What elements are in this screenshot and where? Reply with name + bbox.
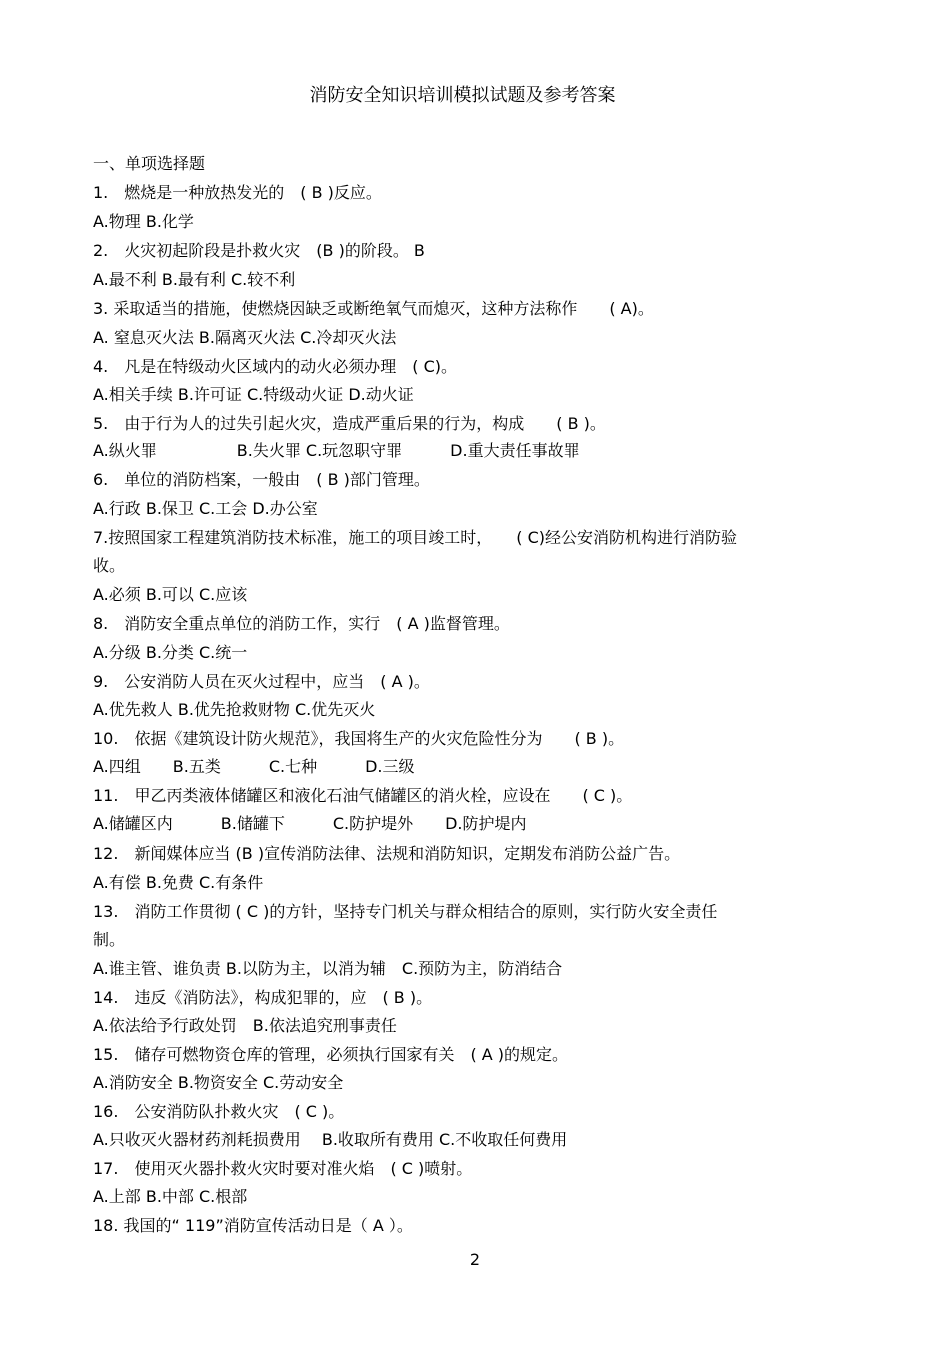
question-6: 6. 单位的消防档案，一般由 ( B )部门管理。	[93, 470, 430, 489]
options-5: A.纵火罪 B.失火罪 C.玩忽职守罪 D.重大责任事故罪	[93, 441, 580, 460]
question-2: 2. 火灾初起阶段是扑救火灾 (B )的阶段。 B	[93, 241, 425, 260]
question-13: 13. 消防工作贯彻 ( C )的方针，坚持专门机关与群众相结合的原则，实行防火安全责任	[93, 902, 718, 921]
question-4: 4. 凡是在特级动火区域内的动火必须办理 ( C)。	[93, 357, 458, 376]
question-7: 7.按照国家工程建筑消防技术标准，施工的项目竣工时， ( C)经公安消防机构进行消防验	[93, 528, 738, 547]
options-16: A.只收灭火器材药剂耗损费用 B.收取所有费用 C.不收取任何费用	[93, 1130, 568, 1149]
options-3: A. 窒息灭火法 B.隔离灭火法 C.冷却灭火法	[93, 328, 397, 347]
question-1: 1. 燃烧是一种放热发光的 ( B )反应。	[93, 183, 382, 202]
question-3: 3. 采取适当的措施，使燃烧因缺乏或断绝氧气而熄灭，这种方法称作 ( A)。	[93, 299, 654, 318]
section-heading: 一、单项选择题	[93, 154, 206, 173]
question-11: 11. 甲乙丙类液体储罐区和液化石油气储罐区的消火栓，应设在 ( C )。	[93, 786, 633, 805]
question-18: 18. 我国的“ 119”消防宣传活动日是（ A ）。	[93, 1216, 413, 1235]
document-title: 消防安全知识培训模拟试题及参考答案	[309, 85, 616, 106]
question-17: 17. 使用灭火器扑救火灾时要对准火焰 ( C )喷射。	[93, 1159, 473, 1178]
options-8: A.分级 B.分类 C.统一	[93, 643, 248, 662]
question-9: 9. 公安消防人员在灭火过程中，应当 ( A )。	[93, 672, 430, 691]
question-13-cont: 制。	[93, 930, 126, 949]
options-1: A.物理 B.化学	[93, 212, 194, 231]
page-number: 2	[469, 1250, 481, 1269]
question-10: 10. 依据《建筑设计防火规范》，我国将生产的火灾危险性分为 ( B )。	[93, 729, 625, 748]
question-8: 8. 消防安全重点单位的消防工作，实行 ( A )监督管理。	[93, 614, 510, 633]
options-12: A.有偿 B.免费 C.有条件	[93, 873, 264, 892]
options-17: A.上部 B.中部 C.根部	[93, 1187, 248, 1206]
question-7-cont: 收。	[93, 556, 126, 575]
options-15: A.消防安全 B.物资安全 C.劳动安全	[93, 1073, 344, 1092]
options-4: A.相关手续 B.许可证 C.特级动火证 D.动火证	[93, 385, 414, 404]
question-16: 16. 公安消防队扑救火灾 ( C )。	[93, 1102, 345, 1121]
options-6: A.行政 B.保卫 C.工会 D.办公室	[93, 499, 318, 518]
options-13: A.谁主管、谁负责 B.以防为主，以消为辅 C.预防为主，防消结合	[93, 959, 563, 978]
question-5: 5. 由于行为人的过失引起火灾，造成严重后果的行为，构成 ( B )。	[93, 414, 606, 433]
question-12: 12. 新闻媒体应当 (B )宣传消防法律、法规和消防知识，定期发布消防公益广告。	[93, 844, 681, 863]
options-7: A.必须 B.可以 C.应该	[93, 585, 248, 604]
options-2: A.最不利 B.最有利 C.较不利	[93, 270, 296, 289]
question-14: 14. 违反《消防法》，构成犯罪的，应 ( B )。	[93, 988, 433, 1007]
options-10: A.四组 B.五类 C.七种 D.三级	[93, 757, 415, 776]
question-15: 15. 储存可燃物资仓库的管理，必须执行国家有关 ( A )的规定。	[93, 1045, 569, 1064]
options-14: A.依法给予行政处罚 B.依法追究刑事责任	[93, 1016, 397, 1035]
options-9: A.优先救人 B.优先抢救财物 C.优先灭火	[93, 700, 376, 719]
options-11: A.储罐区内 B.储罐下 C.防护堤外 D.防护堤内	[93, 814, 527, 833]
